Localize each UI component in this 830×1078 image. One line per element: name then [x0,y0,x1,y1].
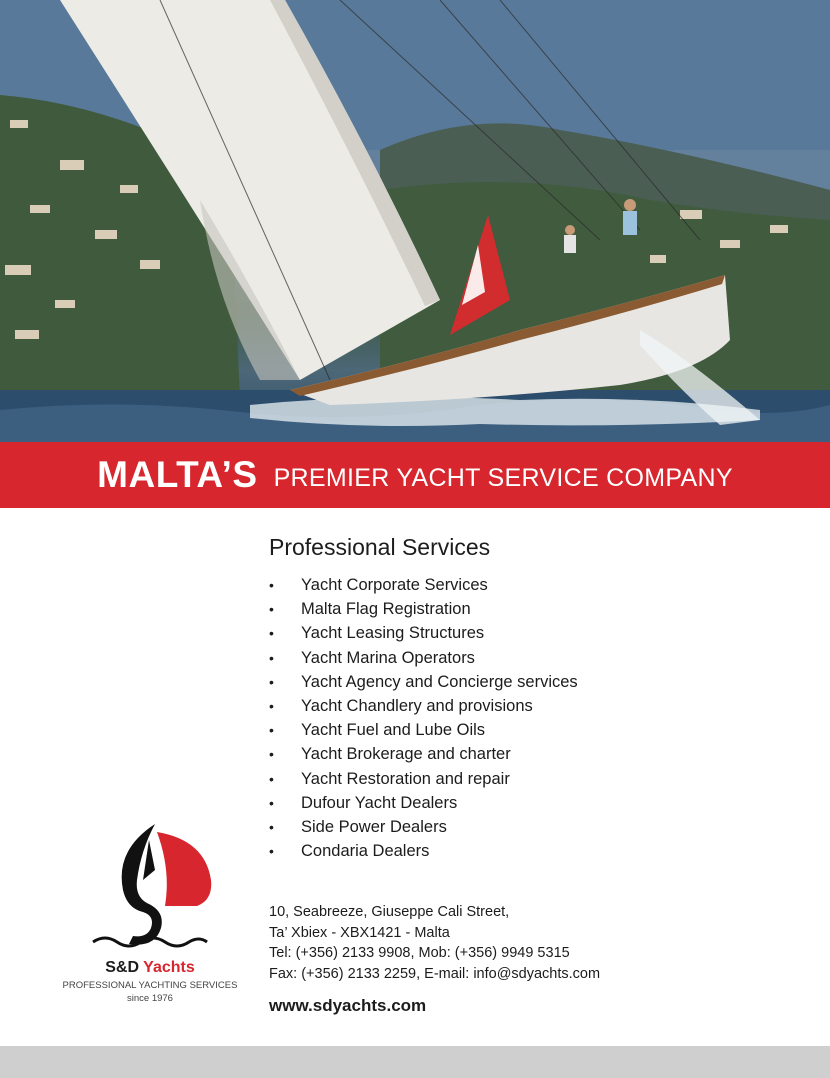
sailboat-logo-icon [85,820,215,955]
headline-light: PREMIER YACHT SERVICE COMPANY [273,463,733,492]
bullet-icon: • [269,697,274,714]
website-link[interactable]: www.sdyachts.com [269,996,427,1015]
service-label: Side Power Dealers [301,817,447,836]
services-title: Professional Services [269,534,491,560]
list-item [269,694,789,718]
service-label: Condaria Dealers [301,842,430,861]
services-list [269,573,789,863]
list-item [269,597,789,621]
service-label: Malta Flag Registration [301,600,471,619]
address-line-street: 10, Seabreeze, Giuseppe Cali Street, [269,904,510,920]
list-item [269,815,789,839]
logo-name [62,959,238,977]
bullet-icon: • [269,794,274,811]
hero-photo [0,0,830,442]
address-line-phone: Tel: (+356) 2133 9908, Mob: (+356) 9949 5315 [269,945,570,962]
bullet-icon: • [269,746,274,763]
service-label: Yacht Brokerage and charter [301,745,511,764]
service-label: Yacht Corporate Services [301,576,488,594]
list-item [269,718,789,742]
company-logo [62,820,238,1004]
service-label: Yacht Restoration and repair [301,769,510,788]
bullet-icon: • [269,649,274,666]
service-label: Yacht Leasing Structures [301,624,485,643]
logo-tagline: PROFESSIONAL YACHTING SERVICES [62,980,238,991]
logo-name-part: S&D [105,959,144,976]
headline-strong: MALTA’S [97,454,258,495]
list-item [269,573,789,597]
bullet-icon: • [269,843,274,860]
list-item [269,742,789,766]
list-item [269,670,789,694]
bullet-icon: • [269,818,274,835]
logo-name-part-red: Yachts [143,959,195,976]
service-label: Yacht Fuel and Lube Oils [301,721,486,740]
bullet-icon: • [269,673,274,690]
service-label: Yacht Marina Operators [301,648,475,667]
services-section [269,534,789,863]
logo-since: since 1976 [127,993,173,1004]
bullet-icon: • [269,601,274,618]
footer-bar [0,1046,830,1078]
list-item [269,791,789,815]
list-item [269,621,789,645]
contact-address [269,902,600,984]
address-line-fax-email: Fax: (+356) 2133 2259, E-mail: info@sdyachts.com [269,965,601,982]
bullet-icon: • [269,577,274,593]
list-item [269,646,789,670]
bullet-icon: • [269,625,274,642]
service-label: Yacht Agency and Concierge services [301,672,578,691]
service-label: Dufour Yacht Dealers [301,793,458,812]
list-item [269,839,789,863]
address-line-city: Ta’ Xbiex - XBX1421 - Malta [269,924,450,941]
sailing-yacht-illustration [0,0,830,442]
headline-banner [0,442,830,508]
service-label: Yacht Chandlery and provisions [301,696,533,715]
list-item [269,767,789,791]
bullet-icon: • [269,770,274,787]
bullet-icon: • [269,722,274,739]
